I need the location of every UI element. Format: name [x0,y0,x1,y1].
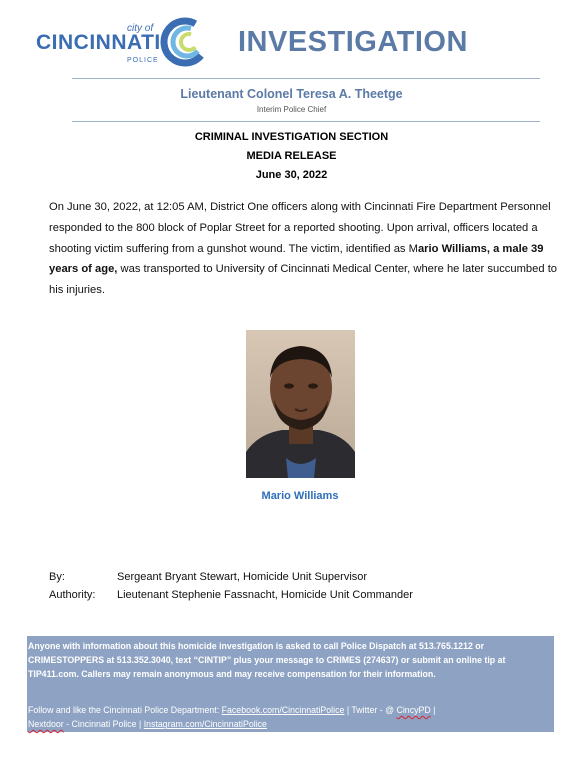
release-date: June 30, 2022 [255,169,328,181]
by-value: Sergeant Bryant Stewart, Homicide Unit Supervisor [117,571,368,583]
narrative-part-3: was transported to University of Cincinnati Medical Center, where he later succumbed to his injuries. [49,263,558,297]
instagram-link[interactable]: Instagram.com/CincinnatiPolice [143,719,267,730]
logo-city-name: CINCINNATI [36,31,161,54]
cincinnati-c-swirl-icon [160,16,210,68]
header-divider-top [72,78,540,79]
facebook-link[interactable]: Facebook.com/CincinnatiPolice [221,705,345,715]
photo-caption: Mario Williams [261,490,339,502]
release-type: MEDIA RELEASE [246,150,337,162]
chief-name: Lieutenant Colonel Teresa A. Theetge [180,87,403,101]
twitter-link[interactable]: CincyPD [396,705,431,715]
logo-city-of: city of [127,23,154,34]
nextdoor-suffix: - Cincinnati Police | [63,719,144,730]
nextdoor-link[interactable]: Nextdoor [28,719,64,730]
authority-value: Lieutenant Stephenie Fassnacht, Homicide Unit Commander [117,589,413,601]
victim-portrait [246,330,355,478]
cincinnati-police-logo [36,14,211,72]
link-separator: | [430,705,436,715]
page-title: INVESTIGATION [238,26,468,58]
twitter-text: | Twitter - @ [344,705,397,715]
by-label: By: [49,571,65,583]
social-links [28,703,552,731]
tip-text: Anyone with information about this homicide investigation is asked to call Police Dispatch at 513.765.1212 or CRIMESTOPPERS at 513.352.3040, text “CINTIP” plus your message to CRIMES (274637) or submit an online tip at TIP411.com. Callers may remain anonymous and may receive compensation for their information. [28,641,506,680]
section-heading: CRIMINAL INVESTIGATION SECTION [194,131,389,143]
victim-photo [246,330,355,478]
header-divider-bottom [72,121,540,122]
narrative-victim-details: ario Williams, a male 39 years of age, [49,242,544,276]
narrative-part-1: On June 30, 2022, at 12:05 AM, District One officers along with Cincinnati Fire Department Personnel responded to the 800 block of Poplar Street for a reported shooting. Upon arrival, officers located a shooting victim suffering from a gunshot wound. The victim, identified as M [49,201,551,255]
release-narrative [49,197,559,301]
logo-department: POLICE [127,57,159,64]
authority-label: Authority: [49,589,96,601]
follow-prefix: Follow and like the Cincinnati Police Department: [28,705,222,715]
chief-role: Interim Police Chief [256,105,327,114]
